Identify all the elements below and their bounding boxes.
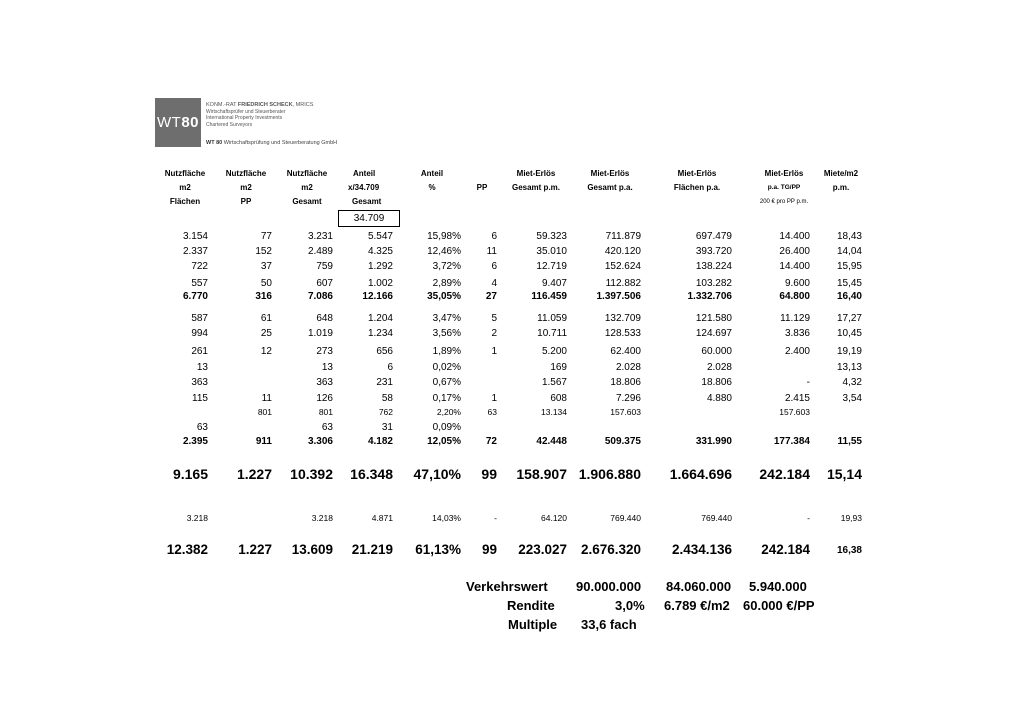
cell-miete-m2: 19,93 <box>840 513 862 523</box>
cell-nf-gesamt: 7.086 <box>307 291 333 302</box>
verkehrswert-label: Verkehrswert <box>466 579 548 594</box>
header-line: p.a. TG/PP <box>767 184 801 191</box>
cell-erloes-flaechen: 769.440 <box>701 513 732 523</box>
cell-miete-m2: 13,13 <box>836 362 862 373</box>
cell-erloes-flaechen: 103.282 <box>695 278 732 289</box>
cell-erloes-tgpp: 64.800 <box>779 291 810 302</box>
firm-line-1: Wirtschaftsprüfer und Steuerberater <box>206 108 286 115</box>
cell-anteil-x: 12.166 <box>362 291 393 302</box>
cell-erloes-pa: 132.709 <box>604 313 641 324</box>
header-nutzflaeche-flaechen <box>162 169 208 207</box>
cell-nf-pp: 61 <box>260 313 272 324</box>
cell-nf-flaechen: 994 <box>191 328 208 339</box>
cell-erloes-flaechen: 121.580 <box>695 313 732 324</box>
header-line: Miet-Erlös <box>677 169 717 178</box>
cell-nf-flaechen: 3.218 <box>186 513 208 523</box>
cell-erloes-pm: 11.059 <box>537 313 567 324</box>
cell-anteil-x: 1.002 <box>367 278 393 289</box>
cell-nf-gesamt: 273 <box>316 346 333 357</box>
cell-erloes-pa: 420.120 <box>604 246 641 257</box>
subtitle-rest: Wirtschaftsprüfung und Steuerberatung GmbH <box>223 140 338 146</box>
header-line: Nutzfläche <box>286 169 328 178</box>
cell-anteil-x: 4.325 <box>367 246 393 257</box>
header-anteil-pct <box>412 169 452 193</box>
cell-pp: 99 <box>481 542 497 557</box>
cell-miete-m2: 18,43 <box>836 231 862 242</box>
cell-nf-pp: 152 <box>255 246 272 257</box>
header-mieterloes-pm <box>504 169 568 193</box>
cell-pp: 2 <box>491 328 497 339</box>
header-line: x/34.709 <box>348 183 380 192</box>
header-line: p.m. <box>832 183 850 192</box>
cell-erloes-tgpp: 2.415 <box>784 393 810 404</box>
cell-nf-gesamt: 63 <box>321 422 333 433</box>
cell-erloes-pa: 7.296 <box>615 393 641 404</box>
cell-pp: 6 <box>491 231 497 242</box>
header-mieterloes-tgpp <box>744 169 824 207</box>
cell-pp: 99 <box>481 466 497 482</box>
cell-erloes-pa: 509.375 <box>604 436 641 447</box>
header-pp <box>470 183 494 193</box>
company-subtitle <box>206 140 337 146</box>
cell-anteil-x: 16.348 <box>350 466 393 482</box>
verkehrswert-flaechen: 84.060.000 <box>666 579 732 594</box>
cell-nf-gesamt: 126 <box>316 393 333 404</box>
firm-name-prefix: KONM.-RAT <box>206 102 237 108</box>
header-nutzflaeche-gesamt <box>282 169 332 207</box>
rendite-per-m2: 6.789 €/m2 <box>664 598 730 613</box>
cell-miete-m2: 16,40 <box>836 291 862 302</box>
firm-name: KONM.-RAT FRIEDRICH SCHECK, MRICS <box>206 102 314 108</box>
firm-name-suffix: MRICS <box>295 102 314 108</box>
cell-erloes-tgpp: 14.400 <box>779 261 810 272</box>
cell-nf-flaechen: 2.395 <box>182 436 208 447</box>
cell-nf-pp: 316 <box>255 291 272 302</box>
verkehrswert-pp: 5.940.000 <box>749 579 807 594</box>
cell-nf-gesamt: 3.218 <box>311 513 333 523</box>
cell-anteil-x: 4.871 <box>371 513 393 523</box>
logo-num: 80 <box>181 114 199 131</box>
cell-anteil-pct: 1,89% <box>432 346 461 357</box>
cell-erloes-tgpp: 26.400 <box>779 246 810 257</box>
cell-miete-m2: 15,95 <box>836 261 862 272</box>
cell-pp: 1 <box>491 393 497 404</box>
cell-nf-flaechen: 557 <box>191 278 208 289</box>
header-line: Miete/m2 <box>823 169 859 178</box>
cell-pp: 5 <box>491 313 497 324</box>
cell-erloes-flaechen: 60.000 <box>701 346 732 357</box>
cell-nf-pp: 25 <box>260 328 272 339</box>
cell-erloes-pa: 18.806 <box>610 377 641 388</box>
cell-anteil-x: 1.204 <box>367 313 393 324</box>
cell-miete-m2: 19,19 <box>836 346 862 357</box>
cell-anteil-pct: 12,46% <box>427 246 461 257</box>
cell-anteil-pct: 0,67% <box>432 377 461 388</box>
cell-erloes-pa: 128.533 <box>604 328 641 339</box>
cell-miete-m2: 4,32 <box>842 377 862 388</box>
cell-nf-gesamt: 801 <box>318 407 333 417</box>
cell-erloes-flaechen: 138.224 <box>695 261 732 272</box>
wt80-logo <box>155 98 201 147</box>
cell-anteil-pct: 3,72% <box>432 261 461 272</box>
cell-anteil-pct: 12,05% <box>427 436 461 447</box>
cell-nf-flaechen: 13 <box>196 362 208 373</box>
cell-nf-flaechen: 3.154 <box>182 231 208 242</box>
cell-erloes-tgpp: 11.129 <box>780 313 810 324</box>
cell-pp: 27 <box>485 291 497 302</box>
cell-nf-flaechen: 9.165 <box>172 466 208 482</box>
cell-erloes-tgpp: - <box>806 377 810 388</box>
cell-miete-m2: 3,54 <box>842 393 862 404</box>
cell-erloes-pm: 158.907 <box>516 466 567 482</box>
cell-nf-flaechen: 261 <box>191 346 208 357</box>
cell-miete-m2: 14,04 <box>836 246 862 257</box>
cell-miete-m2: 15,45 <box>836 278 862 289</box>
cell-erloes-pa: 711.879 <box>605 231 641 242</box>
cell-erloes-pm: 12.719 <box>536 261 567 272</box>
cell-erloes-tgpp: - <box>807 513 810 523</box>
cell-nf-pp: 1.227 <box>238 542 272 557</box>
cell-erloes-pa: 1.397.506 <box>596 291 641 302</box>
cell-erloes-pa: 1.906.880 <box>578 466 641 482</box>
cell-erloes-pa: 152.624 <box>604 261 641 272</box>
cell-nf-pp: 11 <box>261 393 272 404</box>
cell-pp: 11 <box>486 246 497 257</box>
cell-anteil-pct: 14,03% <box>432 513 461 523</box>
header-line: Flächen p.a. <box>673 183 721 192</box>
cell-miete-m2: 17,27 <box>836 313 862 324</box>
cell-anteil-pct: 0,09% <box>432 422 461 433</box>
cell-erloes-flaechen: 1.664.696 <box>669 466 732 482</box>
cell-nf-flaechen: 12.382 <box>166 542 208 557</box>
header-line: Anteil <box>353 169 376 178</box>
cell-anteil-x: 656 <box>376 346 393 357</box>
firm-line-2: International Property Investments <box>206 115 283 121</box>
rendite-per-pp: 60.000 €/PP <box>743 598 815 613</box>
cell-erloes-pm: 169 <box>550 362 567 373</box>
cell-erloes-flaechen: 2.434.136 <box>671 542 732 557</box>
cell-nf-gesamt: 3.306 <box>307 436 333 447</box>
cell-anteil-pct: 0,02% <box>432 362 461 373</box>
cell-erloes-flaechen: 331.990 <box>695 436 732 447</box>
cell-anteil-x: 31 <box>381 422 393 433</box>
cell-nf-pp: 911 <box>255 436 272 447</box>
cell-nf-gesamt: 648 <box>316 313 333 324</box>
cell-erloes-pm: 608 <box>550 393 567 404</box>
cell-erloes-pa: 62.400 <box>610 346 641 357</box>
cell-anteil-x: 4.182 <box>367 436 393 447</box>
cell-erloes-pm: 35.010 <box>536 246 567 257</box>
cell-anteil-pct: 61,13% <box>415 542 461 557</box>
cell-erloes-pm: 64.120 <box>541 513 567 523</box>
cell-erloes-pm: 42.448 <box>536 436 567 447</box>
cell-erloes-flaechen: 124.697 <box>695 328 732 339</box>
cell-nf-gesamt: 759 <box>316 261 333 272</box>
cell-pp: 72 <box>485 436 497 447</box>
cell-nf-gesamt: 13 <box>321 362 333 373</box>
cell-erloes-flaechen: 4.880 <box>706 393 732 404</box>
cell-nf-gesamt: 363 <box>316 377 333 388</box>
cell-anteil-pct: 3,56% <box>432 328 461 339</box>
header-line: m2 <box>301 183 313 192</box>
cell-erloes-tgpp: 3.836 <box>784 328 810 339</box>
cell-nf-flaechen: 6.770 <box>182 291 208 302</box>
cell-nf-gesamt: 2.489 <box>307 246 333 257</box>
cell-miete-m2: 15,14 <box>826 466 862 482</box>
cell-erloes-pa: 769.440 <box>610 513 641 523</box>
header-miete-m2 <box>816 169 866 193</box>
cell-erloes-pm: 9.407 <box>541 278 567 289</box>
cell-erloes-pa: 2.028 <box>615 362 641 373</box>
header-line: Flächen <box>169 197 201 206</box>
firm-details <box>206 102 313 128</box>
cell-anteil-pct: 15,98% <box>427 231 461 242</box>
cell-nf-flaechen: 722 <box>191 261 208 272</box>
cell-erloes-flaechen: 393.720 <box>695 246 732 257</box>
cell-anteil-pct: 35,05% <box>427 291 461 302</box>
cell-erloes-flaechen: 2.028 <box>706 362 732 373</box>
header-line: Gesamt p.m. <box>511 183 560 192</box>
anteil-basis-box: 34.709 <box>338 210 400 227</box>
header-anteil-x <box>340 169 400 207</box>
cell-erloes-tgpp: 2.400 <box>784 346 810 357</box>
cell-erloes-pm: 59.323 <box>536 231 567 242</box>
cell-nf-gesamt: 13.609 <box>291 542 333 557</box>
header-mieterloes-pa <box>578 169 642 193</box>
cell-nf-gesamt: 1.019 <box>307 328 333 339</box>
cell-erloes-pm: 10.711 <box>537 328 567 339</box>
cell-anteil-x: 231 <box>376 377 393 388</box>
cell-erloes-pm: 5.200 <box>541 346 567 357</box>
cell-nf-pp: 12 <box>260 346 272 357</box>
cell-erloes-pm: 116.459 <box>531 291 567 302</box>
rendite-label: Rendite <box>507 598 555 613</box>
cell-erloes-flaechen: 697.479 <box>695 231 732 242</box>
cell-nf-pp: 801 <box>257 407 272 417</box>
cell-nf-flaechen: 2.337 <box>182 246 208 257</box>
cell-anteil-x: 762 <box>378 407 393 417</box>
cell-miete-m2: 16,38 <box>836 545 862 556</box>
cell-nf-gesamt: 10.392 <box>290 466 333 482</box>
cell-erloes-flaechen: 1.332.706 <box>687 291 732 302</box>
cell-pp: - <box>494 513 497 523</box>
cell-anteil-x: 1.234 <box>367 328 393 339</box>
header-line: 200 € pro PP p.m. <box>759 199 809 205</box>
header-mieterloes-flaechen <box>664 169 730 193</box>
cell-nf-flaechen: 63 <box>196 422 208 433</box>
cell-pp: 4 <box>491 278 497 289</box>
header-line: m2 <box>179 183 191 192</box>
header-line: Gesamt p.a. <box>587 183 633 192</box>
cell-nf-gesamt: 607 <box>316 278 333 289</box>
logo-wt: WT <box>156 114 182 131</box>
cell-erloes-tgpp: 242.184 <box>761 542 810 557</box>
cell-anteil-x: 5.547 <box>367 231 393 242</box>
cell-erloes-pm: 223.027 <box>518 542 567 557</box>
cell-nf-gesamt: 3.231 <box>307 231 333 242</box>
header-line: Nutzfläche <box>164 169 206 178</box>
cell-anteil-x: 58 <box>381 393 393 404</box>
header-line: PP <box>476 183 488 192</box>
header-line: Nutzfläche <box>225 169 267 178</box>
header-nutzflaeche-pp <box>222 169 270 207</box>
cell-erloes-flaechen: 18.806 <box>701 377 732 388</box>
header-line: PP <box>240 197 252 206</box>
cell-erloes-pm: 13.134 <box>541 407 567 417</box>
cell-miete-m2: 11,55 <box>837 436 862 447</box>
cell-anteil-pct: 3,47% <box>432 313 461 324</box>
cell-anteil-x: 6 <box>387 362 393 373</box>
cell-pp: 63 <box>487 407 497 417</box>
cell-erloes-tgpp: 14.400 <box>779 231 810 242</box>
firm-name-main: FRIEDRICH SCHECK <box>237 102 293 108</box>
cell-erloes-pm: 1.567 <box>541 377 567 388</box>
firm-line-3: Chartered Surveyors <box>206 121 253 128</box>
multiple-label: Multiple <box>508 617 558 632</box>
cell-miete-m2: 10,45 <box>836 328 862 339</box>
cell-nf-flaechen: 587 <box>191 313 208 324</box>
cell-erloes-pa: 112.882 <box>605 278 641 289</box>
header-line: Miet-Erlös <box>516 169 556 178</box>
cell-erloes-tgpp: 242.184 <box>759 466 810 482</box>
cell-anteil-pct: 2,20% <box>436 407 461 417</box>
header-line: Miet-Erlös <box>590 169 630 178</box>
header-line: Gesamt <box>292 197 322 206</box>
cell-nf-pp: 37 <box>260 261 272 272</box>
cell-erloes-tgpp: 9.600 <box>784 278 810 289</box>
multiple-value: 33,6 fach <box>581 617 637 632</box>
header-line: m2 <box>240 183 252 192</box>
cell-anteil-x: 1.292 <box>367 261 393 272</box>
cell-nf-pp: 1.227 <box>236 466 272 482</box>
cell-anteil-pct: 2,89% <box>432 278 461 289</box>
cell-erloes-tgpp: 157.603 <box>779 407 810 417</box>
header-line: Anteil <box>420 169 444 178</box>
cell-anteil-pct: 0,17% <box>432 393 461 404</box>
cell-nf-flaechen: 115 <box>192 393 208 404</box>
cell-erloes-pa: 2.676.320 <box>580 542 641 557</box>
subtitle-bold: WT 80 <box>206 140 223 146</box>
cell-nf-pp: 77 <box>260 231 272 242</box>
cell-pp: 6 <box>491 261 497 272</box>
cell-anteil-x: 21.219 <box>351 542 393 557</box>
cell-nf-pp: 50 <box>260 278 272 289</box>
header-line: % <box>428 183 436 192</box>
cell-pp: 1 <box>491 346 497 357</box>
header-line: Miet-Erlös <box>764 169 804 178</box>
rendite-value: 3,0% <box>615 598 645 613</box>
verkehrswert-value: 90.000.000 <box>576 579 642 594</box>
cell-erloes-pa: 157.603 <box>610 407 641 417</box>
cell-erloes-tgpp: 177.384 <box>773 436 810 447</box>
cell-anteil-pct: 47,10% <box>413 466 461 482</box>
header-line: Gesamt <box>352 197 382 206</box>
cell-nf-flaechen: 363 <box>191 377 208 388</box>
